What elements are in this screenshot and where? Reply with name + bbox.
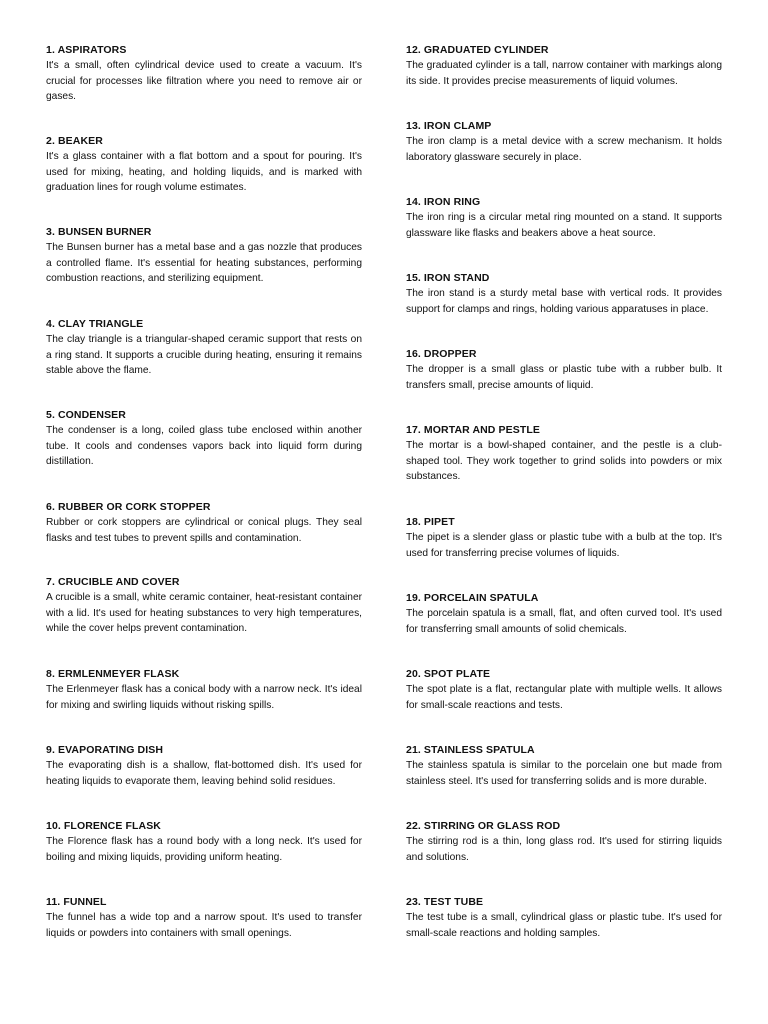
entry-funnel [46, 895, 362, 941]
entry-clay-triangle [46, 317, 362, 379]
entry-title: 7. CRUCIBLE AND COVER [46, 576, 180, 588]
entry-description: The Florence flask has a round body with a long neck. It's used for boiling and mixing liquids, providing uniform heating. [46, 836, 362, 863]
entry-title: 17. MORTAR AND PESTLE [406, 424, 540, 436]
entry-description: The Bunsen burner has a metal base and a gas nozzle that produces a controlled flame. It's essential for heating substances, performing combustion reactions, and sterilizing equipment. [46, 242, 362, 284]
entry-description: The porcelain spatula is a small, flat, and often curved tool. It's used for transferring small amounts of solid chemicals. [406, 608, 722, 635]
entry-description: The stirring rod is a thin, long glass rod. It's used for stirring liquids and solutions. [406, 836, 722, 863]
entry-bunsen-burner [46, 225, 362, 287]
entry-title: 12. GRADUATED CYLINDER [406, 44, 549, 56]
entry-description: The test tube is a small, cylindrical glass or plastic tube. It's used for small-scale reactions and holding samples. [406, 912, 722, 939]
entry-spot-plate [406, 667, 722, 713]
entry-title: 16. DROPPER [406, 348, 477, 360]
entry-description: Rubber or cork stoppers are cylindrical or conical plugs. They seal flasks and test tubes to prevent spills and contamination. [46, 517, 362, 544]
entry-florence-flask [46, 819, 362, 865]
entry-description: The pipet is a slender glass or plastic tube with a bulb at the top. It's used for transferring precise volumes of liquids. [406, 532, 722, 559]
entry-title: 20. SPOT PLATE [406, 668, 491, 680]
entry-description: The clay triangle is a triangular-shaped ceramic support that rests on a ring stand. It supports a crucible during heating, ensuring it remains stable above the flame. [46, 334, 362, 376]
entry-description: The mortar is a bowl-shaped container, and the pestle is a club-shaped tool. They work together to grind solids into powders or mix substances. [406, 440, 722, 482]
entry-title: 22. STIRRING OR GLASS ROD [406, 820, 561, 832]
entry-title: 6. RUBBER OR CORK STOPPER [46, 501, 211, 513]
entry-description: The stainless spatula is similar to the porcelain one but made from stainless steel. It's used for transferring solids and is more durable. [406, 760, 722, 787]
entry-iron-ring [406, 195, 722, 241]
entry-pipet [406, 515, 722, 561]
entry-description: It's a glass container with a flat bottom and a spout for pouring. It's used for mixing, heating, and holding liquids, and is marked with graduation lines for rough volume estimates. [46, 151, 362, 193]
entry-test-tube [406, 895, 722, 941]
entry-title: 4. CLAY TRIANGLE [46, 318, 144, 330]
entry-stainless-spatula [406, 743, 722, 789]
entry-graduated-cylinder [406, 43, 722, 89]
entry-mortar-and-pestle [406, 423, 722, 485]
entry-title: 14. IRON RING [406, 196, 481, 208]
entry-condenser [46, 408, 362, 470]
entry-crucible [46, 575, 362, 637]
entry-iron-clamp [406, 119, 722, 165]
entry-erlenmeyer-flask [46, 667, 362, 713]
entry-title: 9. EVAPORATING DISH [46, 744, 164, 756]
entry-description: The evaporating dish is a shallow, flat-bottomed dish. It's used for heating liquids to evaporate them, leaving behind solid residues. [46, 760, 362, 787]
entry-evaporating-dish [46, 743, 362, 789]
entry-description: The funnel has a wide top and a narrow spout. It's used to transfer liquids or powders into containers with small openings. [46, 912, 362, 939]
entry-title: 10. FLORENCE FLASK [46, 820, 161, 832]
entry-description: The Erlenmeyer flask has a conical body with a narrow neck. It's ideal for mixing and swirling liquids without risking spills. [46, 684, 362, 711]
entry-title: 11. FUNNEL [46, 896, 107, 908]
entry-title: 2. BEAKER [46, 135, 103, 147]
entry-stirring-rod [406, 819, 722, 865]
entry-title: 13. IRON CLAMP [406, 120, 492, 132]
entry-description: A crucible is a small, white ceramic container, heat-resistant container with a lid. It's used for heating substances to very high temperatures, while the cover helps prevent contamination. [46, 592, 362, 634]
entry-title: 18. PIPET [406, 516, 455, 528]
entry-porcelain-spatula [406, 591, 722, 637]
entry-title: 1. ASPIRATORS [46, 44, 127, 56]
entry-title: 19. PORCELAIN SPATULA [406, 592, 539, 604]
entry-dropper [406, 347, 722, 393]
entry-description: The spot plate is a flat, rectangular plate with multiple wells. It allows for small-scale reactions and tests. [406, 684, 722, 711]
entry-title: 3. BUNSEN BURNER [46, 226, 152, 238]
entry-title: 15. IRON STAND [406, 272, 490, 284]
entry-description: The iron stand is a sturdy metal base with vertical rods. It provides support for clamps and rings, holding various apparatuses in place. [406, 288, 722, 315]
entry-description: The condenser is a long, coiled glass tube enclosed within another tube. It cools and condenses vapors back into liquid form during distillation. [46, 425, 362, 467]
entry-description: The iron ring is a circular metal ring mounted on a stand. It supports glassware like flasks and beakers above a heat source. [406, 212, 722, 239]
entry-stopper [46, 500, 362, 546]
entry-description: The dropper is a small glass or plastic tube with a rubber bulb. It transfers small, precise amounts of liquid. [406, 364, 722, 391]
entry-aspirators [46, 43, 362, 105]
entry-beaker [46, 134, 362, 196]
entry-title: 8. ERMLENMEYER FLASK [46, 668, 180, 680]
entry-title: 5. CONDENSER [46, 409, 126, 421]
entry-title: 21. STAINLESS SPATULA [406, 744, 535, 756]
entry-title: 23. TEST TUBE [406, 896, 484, 908]
entry-description: It's a small, often cylindrical device used to create a vacuum. It's crucial for processes like filtration where you need to remove air or gases. [46, 60, 362, 102]
entry-iron-stand [406, 271, 722, 317]
entry-description: The iron clamp is a metal device with a screw mechanism. It holds laboratory glassware securely in place. [406, 136, 722, 163]
entry-description: The graduated cylinder is a tall, narrow container with markings along its side. It provides precise measurements of liquid volumes. [406, 60, 722, 87]
